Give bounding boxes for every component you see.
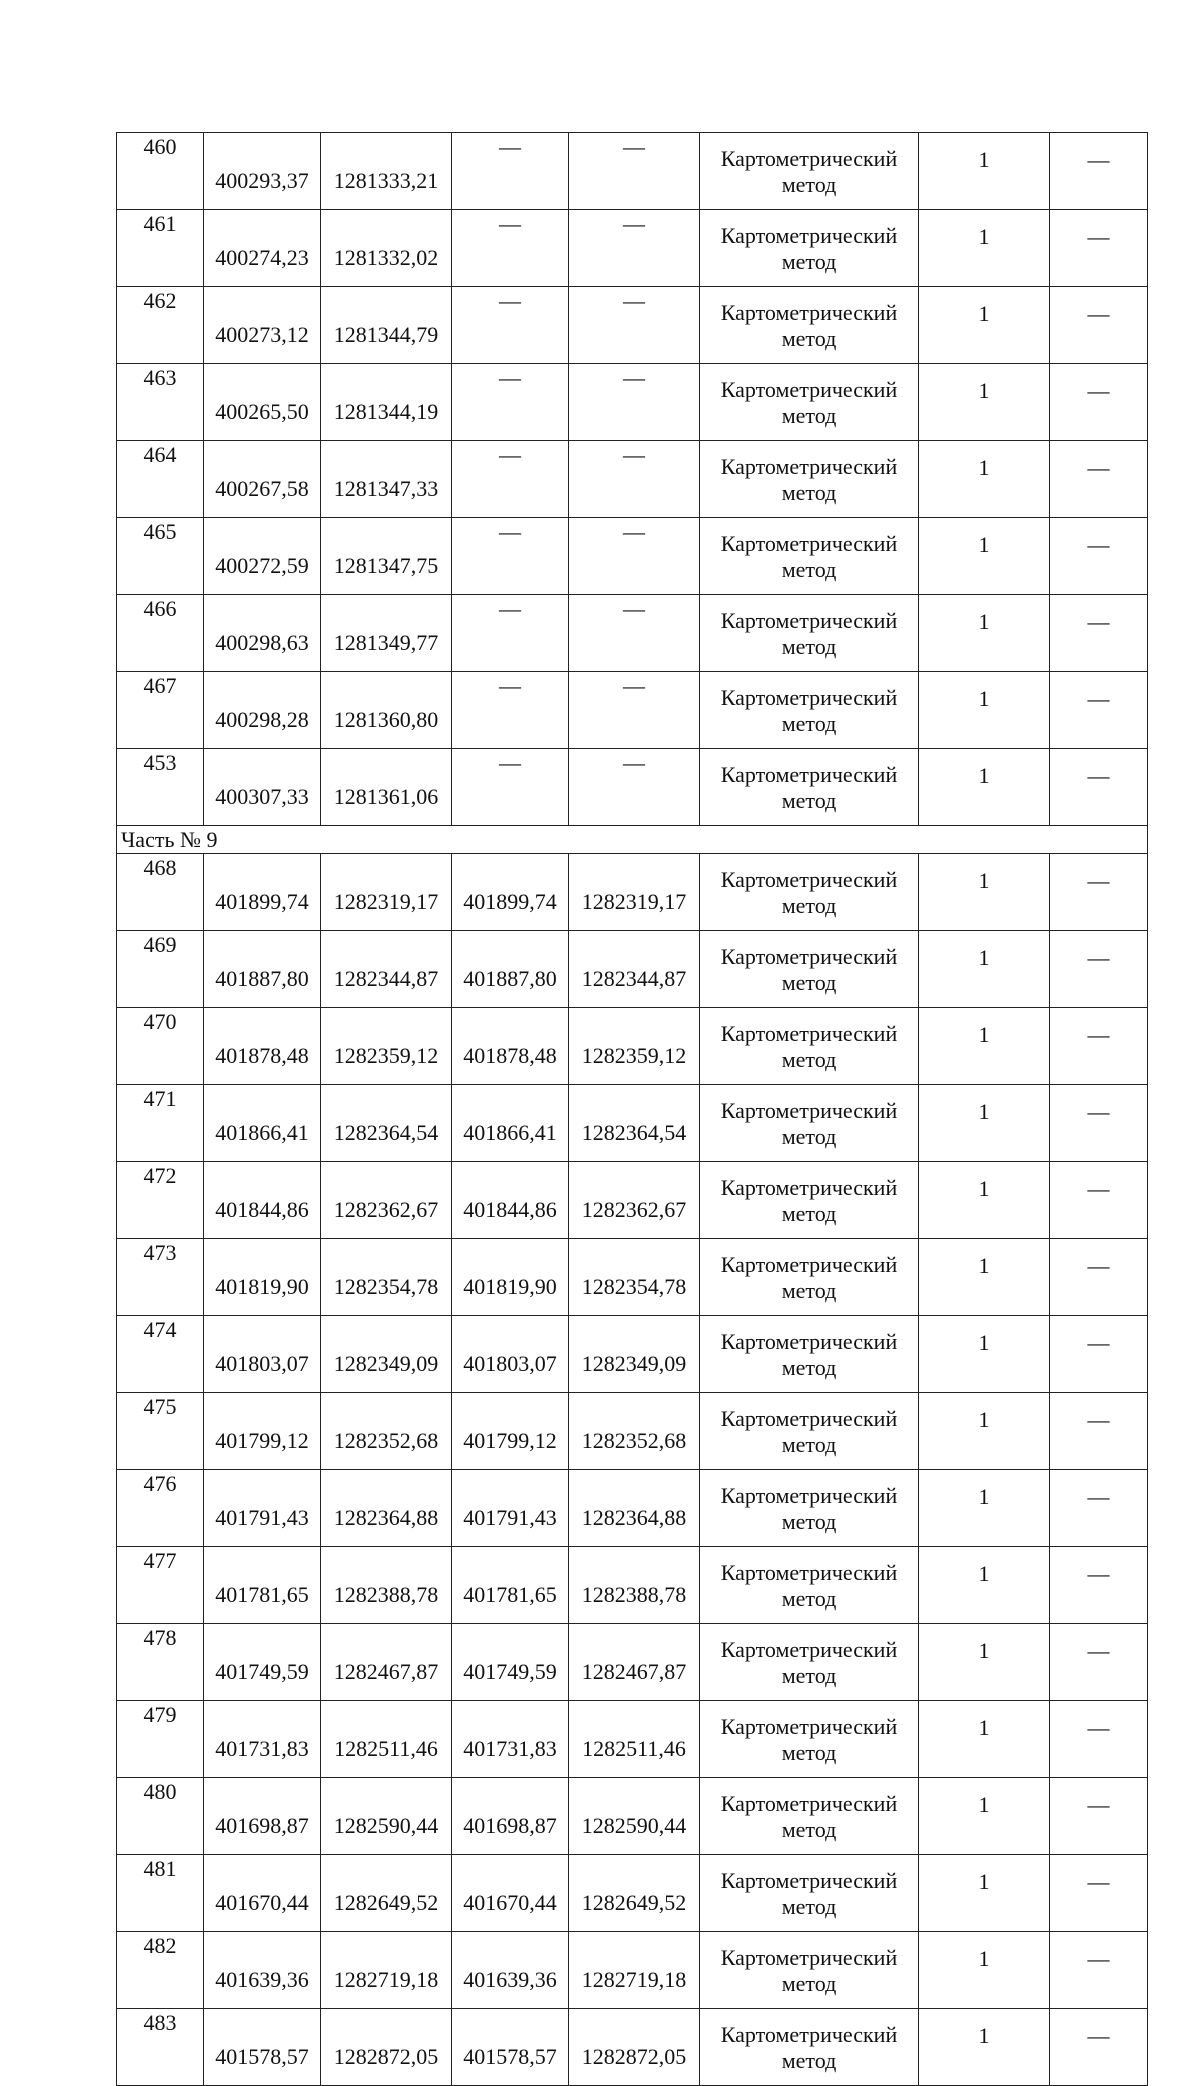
method-cell <box>700 133 919 210</box>
table-row <box>117 210 1148 287</box>
y-coordinate-cell: 1282388,78 <box>321 1547 452 1624</box>
y-coordinate-cell: 1281344,79 <box>321 287 452 364</box>
last-column-cell: — <box>1050 931 1148 1008</box>
accuracy-cell: 1 <box>919 1470 1050 1547</box>
x2-coordinate-cell: 401749,59 <box>452 1624 569 1701</box>
y2-coordinate-cell: 1282719,18 <box>569 1932 700 2009</box>
y2-coordinate-cell: — <box>569 518 700 595</box>
table-row <box>117 1393 1148 1470</box>
y2-coordinate-cell: — <box>569 133 700 210</box>
method-line-2: метод <box>781 633 837 659</box>
method-cell <box>700 931 919 1008</box>
y2-coordinate-cell: — <box>569 441 700 518</box>
accuracy-cell: 1 <box>919 518 1050 595</box>
method-cell <box>700 1470 919 1547</box>
x2-coordinate-cell: — <box>452 133 569 210</box>
x2-coordinate-cell: 401639,36 <box>452 1932 569 2009</box>
method-line-2: метод <box>781 787 837 813</box>
accuracy-cell: 1 <box>919 672 1050 749</box>
table-row <box>117 1470 1148 1547</box>
point-number-cell: 468 <box>117 854 204 931</box>
accuracy-cell: 1 <box>919 133 1050 210</box>
point-number-cell: 469 <box>117 931 204 1008</box>
y-coordinate-cell: 1282319,17 <box>321 854 452 931</box>
point-number-cell: 453 <box>117 749 204 826</box>
accuracy-cell: 1 <box>919 1393 1050 1470</box>
y-coordinate-cell: 1282354,78 <box>321 1239 452 1316</box>
x2-coordinate-cell: 401578,57 <box>452 2009 569 2086</box>
x2-coordinate-cell: 401866,41 <box>452 1085 569 1162</box>
accuracy-cell: 1 <box>919 364 1050 441</box>
y-coordinate-cell: 1281361,06 <box>321 749 452 826</box>
y2-coordinate-cell: — <box>569 672 700 749</box>
method-line-2: метод <box>781 1739 837 1765</box>
method-line-2: метод <box>781 892 837 918</box>
method-line-1: Картометрический <box>720 299 898 325</box>
method-line-1: Картометрический <box>720 1174 898 1200</box>
y2-coordinate-cell: 1282467,87 <box>569 1624 700 1701</box>
x-coordinate-cell: 401731,83 <box>204 1701 321 1778</box>
table-body-part-9 <box>117 854 1148 2086</box>
accuracy-cell: 1 <box>919 1316 1050 1393</box>
method-line-2: метод <box>781 1893 837 1919</box>
y-coordinate-cell: 1282511,46 <box>321 1701 452 1778</box>
y-coordinate-cell: 1282467,87 <box>321 1624 452 1701</box>
point-number-cell: 462 <box>117 287 204 364</box>
last-column-cell: — <box>1050 133 1148 210</box>
coordinates-table-page <box>116 132 1147 2086</box>
method-line-1: Картометрический <box>720 2021 898 2047</box>
y-coordinate-cell: 1282590,44 <box>321 1778 452 1855</box>
x2-coordinate-cell: — <box>452 749 569 826</box>
method-line-2: метод <box>781 171 837 197</box>
method-cell <box>700 1624 919 1701</box>
method-line-1: Картометрический <box>720 1867 898 1893</box>
table-row <box>117 1778 1148 1855</box>
method-line-1: Картометрический <box>720 1020 898 1046</box>
method-line-1: Картометрический <box>720 1328 898 1354</box>
x-coordinate-cell: 400265,50 <box>204 364 321 441</box>
accuracy-cell: 1 <box>919 1855 1050 1932</box>
x2-coordinate-cell: — <box>452 364 569 441</box>
last-column-cell: — <box>1050 1778 1148 1855</box>
x-coordinate-cell: 401866,41 <box>204 1085 321 1162</box>
x-coordinate-cell: 400298,28 <box>204 672 321 749</box>
method-line-1: Картометрический <box>720 943 898 969</box>
x-coordinate-cell: 401803,07 <box>204 1316 321 1393</box>
accuracy-cell: 1 <box>919 1239 1050 1316</box>
y2-coordinate-cell: 1282364,54 <box>569 1085 700 1162</box>
last-column-cell: — <box>1050 210 1148 287</box>
y-coordinate-cell: 1281347,75 <box>321 518 452 595</box>
accuracy-cell: 1 <box>919 441 1050 518</box>
x2-coordinate-cell: 401670,44 <box>452 1855 569 1932</box>
method-cell <box>700 1008 919 1085</box>
last-column-cell: — <box>1050 1085 1148 1162</box>
method-cell <box>700 2009 919 2086</box>
x-coordinate-cell: 400293,37 <box>204 133 321 210</box>
method-line-2: метод <box>781 325 837 351</box>
method-line-1: Картометрический <box>720 1944 898 1970</box>
accuracy-cell: 1 <box>919 210 1050 287</box>
point-number-cell: 474 <box>117 1316 204 1393</box>
y2-coordinate-cell: 1282352,68 <box>569 1393 700 1470</box>
last-column-cell: — <box>1050 1932 1148 2009</box>
accuracy-cell: 1 <box>919 1624 1050 1701</box>
method-cell <box>700 1932 919 2009</box>
y2-coordinate-cell: — <box>569 210 700 287</box>
x-coordinate-cell: 401781,65 <box>204 1547 321 1624</box>
table-row <box>117 518 1148 595</box>
method-line-1: Картометрический <box>720 1251 898 1277</box>
x2-coordinate-cell: 401878,48 <box>452 1008 569 1085</box>
table-row <box>117 2009 1148 2086</box>
table-section <box>117 826 1148 854</box>
method-line-1: Картометрический <box>720 761 898 787</box>
method-line-2: метод <box>781 710 837 736</box>
y2-coordinate-cell: 1282319,17 <box>569 854 700 931</box>
y2-coordinate-cell: 1282649,52 <box>569 1855 700 1932</box>
y2-coordinate-cell: — <box>569 287 700 364</box>
last-column-cell: — <box>1050 1470 1148 1547</box>
x-coordinate-cell: 400272,59 <box>204 518 321 595</box>
method-line-2: метод <box>781 1200 837 1226</box>
last-column-cell: — <box>1050 595 1148 672</box>
last-column-cell: — <box>1050 1162 1148 1239</box>
x2-coordinate-cell: 401899,74 <box>452 854 569 931</box>
point-number-cell: 481 <box>117 1855 204 1932</box>
table-row <box>117 854 1148 931</box>
table-row <box>117 672 1148 749</box>
x2-coordinate-cell: 401781,65 <box>452 1547 569 1624</box>
accuracy-cell: 1 <box>919 595 1050 672</box>
point-number-cell: 461 <box>117 210 204 287</box>
method-line-1: Картометрический <box>720 1559 898 1585</box>
last-column-cell: — <box>1050 1547 1148 1624</box>
method-cell <box>700 518 919 595</box>
x2-coordinate-cell: — <box>452 518 569 595</box>
point-number-cell: 482 <box>117 1932 204 2009</box>
method-line-2: метод <box>781 1354 837 1380</box>
x2-coordinate-cell: — <box>452 210 569 287</box>
x2-coordinate-cell: 401731,83 <box>452 1701 569 1778</box>
x-coordinate-cell: 401844,86 <box>204 1162 321 1239</box>
x2-coordinate-cell: 401803,07 <box>452 1316 569 1393</box>
method-line-1: Картометрический <box>720 1097 898 1123</box>
method-line-1: Картометрический <box>720 684 898 710</box>
y-coordinate-cell: 1282344,87 <box>321 931 452 1008</box>
table-row <box>117 931 1148 1008</box>
x2-coordinate-cell: — <box>452 595 569 672</box>
section-title: Часть № 9 <box>117 826 1148 854</box>
table-row <box>117 441 1148 518</box>
method-line-1: Картометрический <box>720 1636 898 1662</box>
y-coordinate-cell: 1281344,19 <box>321 364 452 441</box>
x-coordinate-cell: 400298,63 <box>204 595 321 672</box>
method-line-1: Картометрический <box>720 222 898 248</box>
last-column-cell: — <box>1050 1855 1148 1932</box>
point-number-cell: 465 <box>117 518 204 595</box>
point-number-cell: 470 <box>117 1008 204 1085</box>
table-row <box>117 1547 1148 1624</box>
method-line-2: метод <box>781 1046 837 1072</box>
x-coordinate-cell: 401878,48 <box>204 1008 321 1085</box>
y-coordinate-cell: 1282352,68 <box>321 1393 452 1470</box>
y-coordinate-cell: 1282649,52 <box>321 1855 452 1932</box>
accuracy-cell: 1 <box>919 1701 1050 1778</box>
table-row <box>117 1701 1148 1778</box>
table-row <box>117 1932 1148 2009</box>
method-line-2: метод <box>781 1277 837 1303</box>
x-coordinate-cell: 400273,12 <box>204 287 321 364</box>
x2-coordinate-cell: 401799,12 <box>452 1393 569 1470</box>
last-column-cell: — <box>1050 441 1148 518</box>
accuracy-cell: 1 <box>919 1162 1050 1239</box>
method-cell <box>700 672 919 749</box>
y-coordinate-cell: 1281349,77 <box>321 595 452 672</box>
method-cell <box>700 1393 919 1470</box>
last-column-cell: — <box>1050 1393 1148 1470</box>
y-coordinate-cell: 1282349,09 <box>321 1316 452 1393</box>
method-cell <box>700 364 919 441</box>
x-coordinate-cell: 401887,80 <box>204 931 321 1008</box>
x-coordinate-cell: 401698,87 <box>204 1778 321 1855</box>
y-coordinate-cell: 1282359,12 <box>321 1008 452 1085</box>
y-coordinate-cell: 1282362,67 <box>321 1162 452 1239</box>
point-number-cell: 478 <box>117 1624 204 1701</box>
point-number-cell: 471 <box>117 1085 204 1162</box>
accuracy-cell: 1 <box>919 1008 1050 1085</box>
x2-coordinate-cell: 401887,80 <box>452 931 569 1008</box>
method-line-2: метод <box>781 1662 837 1688</box>
point-number-cell: 472 <box>117 1162 204 1239</box>
last-column-cell: — <box>1050 2009 1148 2086</box>
y-coordinate-cell: 1281333,21 <box>321 133 452 210</box>
last-column-cell: — <box>1050 854 1148 931</box>
x2-coordinate-cell: 401844,86 <box>452 1162 569 1239</box>
table-body-part-8 <box>117 133 1148 826</box>
section-header-row <box>117 826 1148 854</box>
x-coordinate-cell: 401670,44 <box>204 1855 321 1932</box>
x-coordinate-cell: 401749,59 <box>204 1624 321 1701</box>
x-coordinate-cell: 401791,43 <box>204 1470 321 1547</box>
table-row <box>117 749 1148 826</box>
x-coordinate-cell: 400267,58 <box>204 441 321 518</box>
method-line-2: метод <box>781 1585 837 1611</box>
y2-coordinate-cell: 1282349,09 <box>569 1316 700 1393</box>
x-coordinate-cell: 400307,33 <box>204 749 321 826</box>
accuracy-cell: 1 <box>919 854 1050 931</box>
last-column-cell: — <box>1050 364 1148 441</box>
method-line-2: метод <box>781 556 837 582</box>
method-cell <box>700 1316 919 1393</box>
method-cell <box>700 595 919 672</box>
method-line-1: Картометрический <box>720 1790 898 1816</box>
y2-coordinate-cell: 1282362,67 <box>569 1162 700 1239</box>
y2-coordinate-cell: — <box>569 364 700 441</box>
last-column-cell: — <box>1050 672 1148 749</box>
x-coordinate-cell: 401578,57 <box>204 2009 321 2086</box>
table-row <box>117 1316 1148 1393</box>
y2-coordinate-cell: 1282388,78 <box>569 1547 700 1624</box>
point-number-cell: 463 <box>117 364 204 441</box>
last-column-cell: — <box>1050 287 1148 364</box>
point-number-cell: 473 <box>117 1239 204 1316</box>
last-column-cell: — <box>1050 1316 1148 1393</box>
table-row <box>117 364 1148 441</box>
x-coordinate-cell: 401819,90 <box>204 1239 321 1316</box>
accuracy-cell: 1 <box>919 1778 1050 1855</box>
method-line-2: метод <box>781 248 837 274</box>
accuracy-cell: 1 <box>919 1932 1050 2009</box>
y-coordinate-cell: 1282719,18 <box>321 1932 452 2009</box>
table-row <box>117 1162 1148 1239</box>
x-coordinate-cell: 401899,74 <box>204 854 321 931</box>
point-number-cell: 480 <box>117 1778 204 1855</box>
point-number-cell: 477 <box>117 1547 204 1624</box>
method-line-2: метод <box>781 1431 837 1457</box>
method-line-2: метод <box>781 1970 837 1996</box>
x2-coordinate-cell: — <box>452 287 569 364</box>
method-line-2: метод <box>781 1508 837 1534</box>
method-cell <box>700 1085 919 1162</box>
method-line-2: метод <box>781 1816 837 1842</box>
method-line-1: Картометрический <box>720 1482 898 1508</box>
x2-coordinate-cell: — <box>452 441 569 518</box>
method-cell <box>700 287 919 364</box>
method-cell <box>700 1855 919 1932</box>
last-column-cell: — <box>1050 518 1148 595</box>
method-cell <box>700 1701 919 1778</box>
method-line-1: Картометрический <box>720 866 898 892</box>
method-cell <box>700 1778 919 1855</box>
point-number-cell: 460 <box>117 133 204 210</box>
point-number-cell: 475 <box>117 1393 204 1470</box>
point-number-cell: 479 <box>117 1701 204 1778</box>
table-row <box>117 1624 1148 1701</box>
y2-coordinate-cell: 1282359,12 <box>569 1008 700 1085</box>
method-line-2: метод <box>781 2047 837 2073</box>
last-column-cell: — <box>1050 749 1148 826</box>
y2-coordinate-cell: 1282354,78 <box>569 1239 700 1316</box>
method-line-1: Картометрический <box>720 530 898 556</box>
x2-coordinate-cell: 401791,43 <box>452 1470 569 1547</box>
table-row <box>117 595 1148 672</box>
method-line-2: метод <box>781 1123 837 1149</box>
y-coordinate-cell: 1282364,54 <box>321 1085 452 1162</box>
x2-coordinate-cell: 401698,87 <box>452 1778 569 1855</box>
point-number-cell: 476 <box>117 1470 204 1547</box>
accuracy-cell: 1 <box>919 1085 1050 1162</box>
table-row <box>117 1855 1148 1932</box>
y-coordinate-cell: 1281360,80 <box>321 672 452 749</box>
accuracy-cell: 1 <box>919 931 1050 1008</box>
table-row <box>117 1008 1148 1085</box>
y2-coordinate-cell: 1282344,87 <box>569 931 700 1008</box>
method-cell <box>700 1547 919 1624</box>
method-line-1: Картометрический <box>720 453 898 479</box>
point-number-cell: 483 <box>117 2009 204 2086</box>
method-line-1: Картометрический <box>720 1405 898 1431</box>
method-line-2: метод <box>781 479 837 505</box>
y-coordinate-cell: 1281347,33 <box>321 441 452 518</box>
table-row <box>117 1085 1148 1162</box>
method-cell <box>700 749 919 826</box>
last-column-cell: — <box>1050 1624 1148 1701</box>
table-row <box>117 133 1148 210</box>
method-line-1: Картометрический <box>720 145 898 171</box>
last-column-cell: — <box>1050 1239 1148 1316</box>
y-coordinate-cell: 1282364,88 <box>321 1470 452 1547</box>
point-number-cell: 464 <box>117 441 204 518</box>
x-coordinate-cell: 400274,23 <box>204 210 321 287</box>
last-column-cell: — <box>1050 1701 1148 1778</box>
method-cell <box>700 1162 919 1239</box>
x2-coordinate-cell: — <box>452 672 569 749</box>
accuracy-cell: 1 <box>919 287 1050 364</box>
y2-coordinate-cell: — <box>569 749 700 826</box>
method-line-1: Картометрический <box>720 607 898 633</box>
method-line-1: Картометрический <box>720 376 898 402</box>
method-cell <box>700 854 919 931</box>
last-column-cell: — <box>1050 1008 1148 1085</box>
point-number-cell: 466 <box>117 595 204 672</box>
y-coordinate-cell: 1281332,02 <box>321 210 452 287</box>
method-line-1: Картометрический <box>720 1713 898 1739</box>
coordinates-table <box>116 132 1148 2086</box>
method-cell <box>700 441 919 518</box>
method-cell <box>700 1239 919 1316</box>
method-line-2: метод <box>781 402 837 428</box>
y-coordinate-cell: 1282872,05 <box>321 2009 452 2086</box>
table-row <box>117 287 1148 364</box>
x-coordinate-cell: 401799,12 <box>204 1393 321 1470</box>
y2-coordinate-cell: 1282590,44 <box>569 1778 700 1855</box>
x2-coordinate-cell: 401819,90 <box>452 1239 569 1316</box>
y2-coordinate-cell: — <box>569 595 700 672</box>
method-cell <box>700 210 919 287</box>
accuracy-cell: 1 <box>919 2009 1050 2086</box>
y2-coordinate-cell: 1282872,05 <box>569 2009 700 2086</box>
point-number-cell: 467 <box>117 672 204 749</box>
accuracy-cell: 1 <box>919 749 1050 826</box>
y2-coordinate-cell: 1282511,46 <box>569 1701 700 1778</box>
x-coordinate-cell: 401639,36 <box>204 1932 321 2009</box>
table-row <box>117 1239 1148 1316</box>
y2-coordinate-cell: 1282364,88 <box>569 1470 700 1547</box>
accuracy-cell: 1 <box>919 1547 1050 1624</box>
method-line-2: метод <box>781 969 837 995</box>
